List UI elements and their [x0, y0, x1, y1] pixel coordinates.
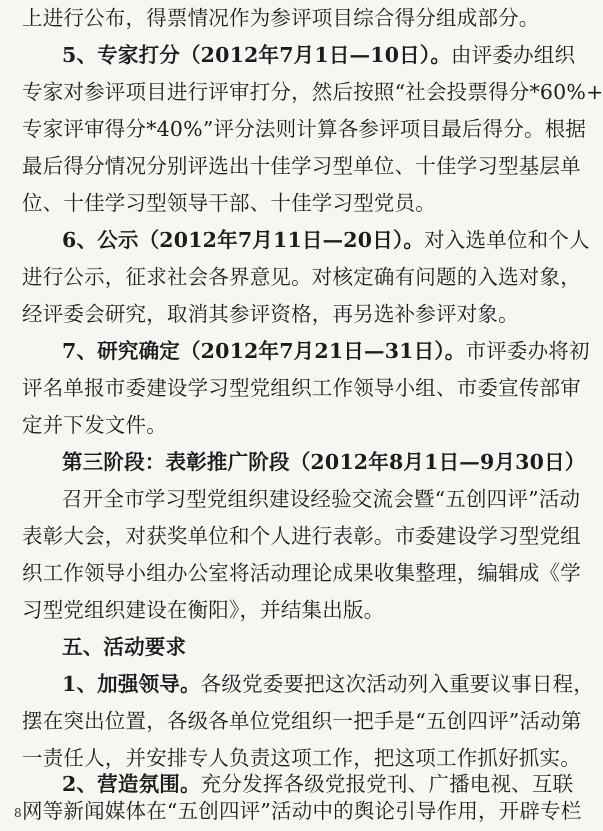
text-line: [22, 744, 581, 772]
text-span: 位、十佳学习型领导干部、十佳学习型党员。: [22, 191, 436, 215]
text-span: 定并下发文件。: [22, 413, 167, 437]
text-line: [62, 485, 581, 513]
text-line: [22, 522, 581, 550]
text-span: 专家对参评项目进行评审打分，然后按照“社会投票得分*60%+: [22, 80, 603, 104]
text-span: 各级党委要把这次活动列入重要议事日程，: [200, 672, 594, 696]
requirement-heading-1: [62, 670, 594, 698]
text-span: 网等新闻媒体在“五创四评”活动中的舆论引导作用，开辟专栏: [22, 799, 582, 823]
text-span: 经评委会研究，取消其参评资格，再另选补参评对象。: [22, 302, 519, 326]
text-line: [22, 4, 540, 32]
text-line: [22, 152, 581, 180]
bold-heading: 1、加强领导。: [62, 672, 201, 696]
text-line: [22, 115, 587, 143]
section-heading-7: [62, 337, 590, 365]
bold-heading: 5、专家打分（2012年7月1日—10日）。: [62, 43, 452, 67]
text-line: [22, 263, 581, 291]
text-span: 评名单报市委建设学习型党组织工作领导小组、市委宣传部审: [22, 376, 581, 400]
section-heading-5: [62, 41, 576, 69]
section-heading-6: [62, 226, 590, 254]
text-span: 专家评审得分*40%”评分法则计算各参评项目最后得分。根据: [22, 117, 587, 141]
bold-heading: 2、营造氛围。: [62, 772, 201, 796]
section-five-heading: [62, 633, 534, 661]
text-line: [22, 707, 582, 735]
page-number: 8: [14, 806, 22, 820]
bold-heading: 第三阶段：表彰推广阶段（2012年8月1日—9月30日）: [62, 450, 586, 474]
bold-heading: 7、研究确定（2012年7月21日—31日）。: [62, 339, 466, 363]
text-span: 由评委办组织: [451, 43, 576, 67]
text-span: 织工作领导小组办公室将活动理论成果收集整理，编辑成《学: [22, 561, 581, 585]
text-span: 表彰大会，对获奖单位和个人进行表彰。市委建设学习型党组: [22, 524, 581, 548]
text-span: 进行公示，征求社会各界意见。对核定确有问题的入选对象，: [22, 265, 581, 289]
text-line: [22, 78, 603, 106]
text-span: 上进行公布，得票情况作为参评项目综合得分组成部分。: [22, 6, 540, 30]
text-span: 最后得分情况分别评选出十佳学习型单位、十佳学习型基层单: [22, 154, 581, 178]
text-line: [22, 596, 534, 624]
bold-heading: 五、活动要求: [62, 635, 187, 659]
text-line: [22, 411, 534, 439]
text-line: [22, 797, 582, 825]
stage-three-heading: [62, 448, 586, 476]
text-span: 一责任人，并安排专人负责这项工作，把这项工作抓好抓实。: [22, 746, 581, 770]
text-line: [22, 374, 581, 402]
text-span: 对入选单位和个人: [424, 228, 590, 252]
text-line: [22, 189, 534, 217]
text-span: 召开全市学习型党组织建设经验交流会暨“五创四评”活动: [62, 487, 581, 511]
text-line: [22, 300, 534, 328]
text-span: 摆在突出位置，各级各单位党组织一把手是“五创四评”活动第: [22, 709, 582, 733]
text-span: 习型党组织建设在衡阳》，并结集出版。: [22, 598, 385, 622]
requirement-heading-2: [62, 770, 574, 798]
text-line: [22, 559, 581, 587]
text-span: 市评委办将初: [465, 339, 590, 363]
text-span: 充分发挥各级党报党刊、广播电视、互联: [200, 772, 574, 796]
bold-heading: 6、公示（2012年7月11日—20日）。: [62, 228, 425, 252]
